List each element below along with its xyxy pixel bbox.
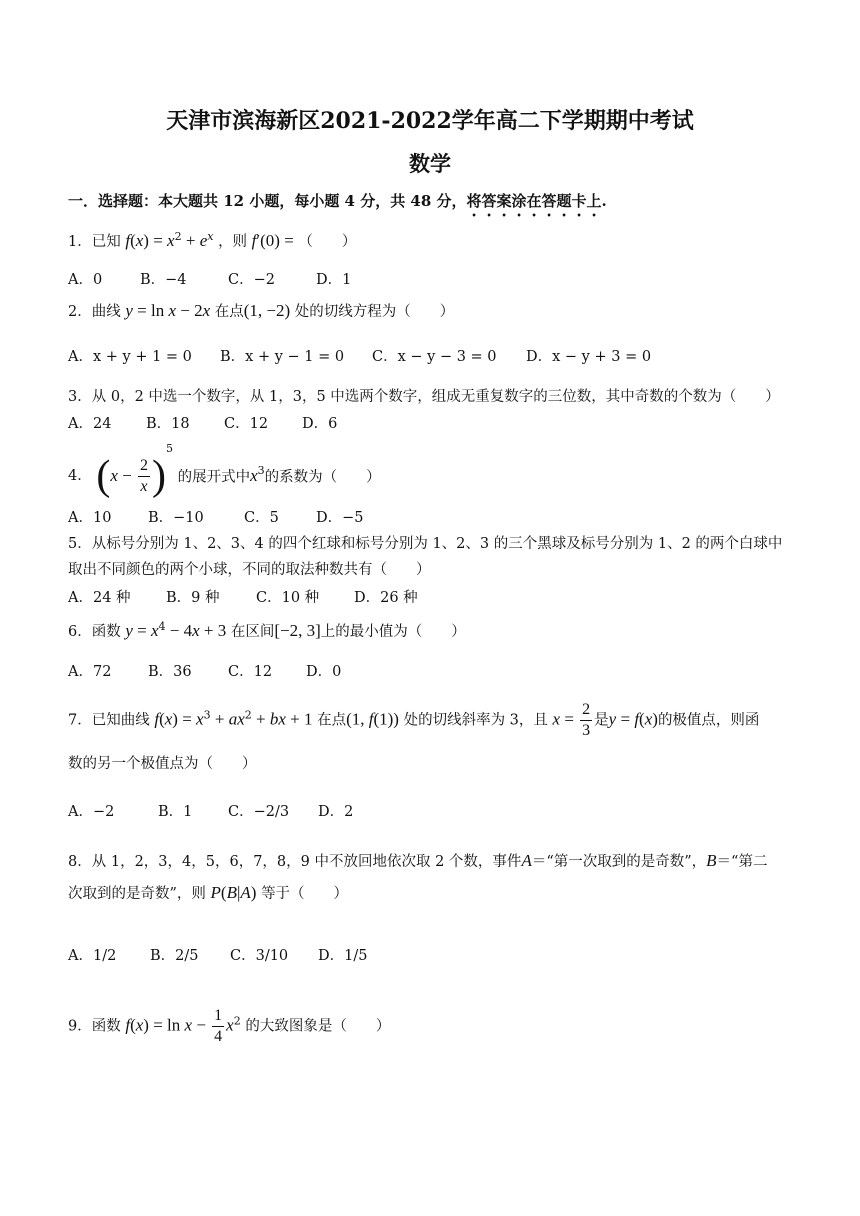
question-7-cont (68, 752, 257, 773)
option-d[interactable]: D．1/5 (318, 948, 368, 964)
option-d[interactable]: D．6 (302, 416, 338, 432)
question-text: ＝“第二 (716, 854, 768, 870)
question-text: 从标号分别为 1、2、3、4 的四个红球和标号分别为 1、2、3 的三个黑球及标号分别为 1、2 的两个白球中 (91, 536, 783, 552)
option-a[interactable]: A．72 (68, 664, 112, 680)
option-a[interactable]: A．10 (68, 510, 112, 526)
question-text: 的系数为（ ） (264, 469, 381, 486)
question-number: 9． (68, 1018, 92, 1035)
question-text: 函数 (91, 1018, 121, 1035)
question-text: ＝“第一次取到的是奇数”， (531, 854, 707, 870)
question-text: 次取到的是奇数”，则 (68, 886, 206, 902)
question-text: 在点 (317, 712, 347, 729)
option-a[interactable]: A．1/2 (68, 948, 117, 964)
option-c[interactable]: C．12 (228, 664, 273, 680)
fraction: $\frac{2}{x}$ (139, 456, 148, 495)
option-b[interactable]: B．−10 (148, 510, 204, 526)
option-d[interactable]: D．1 (316, 272, 352, 288)
question-text: 数的另一个极值点为（ ） (68, 756, 257, 772)
question-number: 5． (68, 536, 92, 552)
option-c[interactable]: C．−2 (228, 272, 275, 288)
question-number: 1． (68, 234, 92, 250)
option-b[interactable]: B．36 (148, 664, 192, 680)
question-text: 取出不同颜色的两个小球，不同的取法种数共有（ ） (68, 562, 431, 578)
question-text: 在点 (214, 304, 244, 320)
question-number: 6． (68, 624, 92, 640)
question-text: 从 1，2，3，4，5，6，7，8，9 中不放回地依次取 2 个数，事件 (91, 854, 522, 870)
question-9: 9．函数 f(x) = ln x − $\frac{1}{4}$ $x^2$ 的大致图象是（ ） (68, 1007, 391, 1045)
question-6: 6．函数 $y = x^4 - 4x + 3$ 在区间[−2, 3]上的最小值为（ ） (68, 620, 466, 640)
option-d[interactable]: D．26 种 (354, 590, 418, 606)
question-text: 处的切线斜率为 3，且 (403, 712, 548, 729)
option-c[interactable]: C．−2/3 (228, 804, 290, 820)
question-text: 上的最小值为（ ） (320, 624, 466, 640)
option-a[interactable]: A．−2 (68, 804, 115, 820)
fraction: $\frac{1}{4}$ (214, 1007, 223, 1045)
question-number: 8． (68, 854, 92, 870)
option-d[interactable]: D．x − y + 3 = 0 (526, 349, 652, 365)
question-text: 的极值点，则函 (657, 712, 760, 729)
question-text: 的展开式中 (177, 469, 251, 486)
section-heading (68, 190, 607, 220)
question-number: 3． (68, 389, 92, 405)
fraction: $\frac{2}{3}$ (582, 701, 591, 739)
question-text: 处的切线方程为（ ） (294, 304, 455, 320)
option-b[interactable]: B．9 种 (166, 590, 220, 606)
option-c[interactable]: C．10 种 (256, 590, 320, 606)
question-8: 8．从 1，2，3，4，5，6，7，8，9 中不放回地依次取 2 个数，事件A＝“第一次取到的是奇数”，B＝“第二 (68, 851, 768, 870)
option-a[interactable]: A．0 (68, 272, 103, 288)
option-b[interactable]: B．x + y − 1 = 0 (220, 349, 345, 365)
question-text: 函数 (91, 624, 121, 640)
question-text: 已知 (91, 234, 121, 250)
question-8-cont: 次取到的是奇数”，则 P(B|A) 等于（ ） (68, 883, 349, 902)
question-5-cont (68, 558, 431, 579)
option-c[interactable]: C．3/10 (230, 948, 289, 964)
option-b[interactable]: B．18 (146, 416, 190, 432)
option-c[interactable]: C．x − y − 3 = 0 (372, 349, 497, 365)
option-d[interactable]: D．2 (318, 804, 354, 820)
question-number: 2． (68, 304, 92, 320)
question-text: （ ） (298, 234, 357, 250)
question-text: 从 0，2 中选一个数字，从 1，3，5 中选两个数字，组成无重复数字的三位数，其中奇数的个数为（ ） (91, 389, 780, 405)
formula: f (125, 231, 131, 250)
option-a[interactable]: A．24 种 (68, 590, 131, 606)
question-text: 在区间 (230, 624, 275, 640)
exam-title: 天津市滨海新区2021-2022学年高二下学期期中考试 (166, 108, 694, 134)
question-4: 4． (x − $\frac{2}{x}$ )$^5$ 的展开式中$x^3$的系数为（ ） (68, 442, 381, 499)
option-b[interactable]: B．2/5 (150, 948, 199, 964)
question-text: 等于（ ） (261, 886, 349, 902)
section-heading-period: . (601, 192, 607, 210)
question-7: 7．已知曲线 $f(x) = x^3 + ax^2$ + bx + 1 在点(1, f(1)) 处的切线斜率为 3，且 x = $\frac{2}{3}$ 是y = f(x)的极值点，则函 (68, 701, 760, 739)
question-text: ，则 (218, 234, 248, 250)
question-5 (68, 532, 782, 553)
option-a[interactable]: A．24 (68, 416, 112, 432)
question-1: 1．已知 $f(x) = x^2 + e^x$ ，则 f′(0) = （ ） (68, 230, 357, 250)
option-a[interactable]: A．x + y + 1 = 0 (68, 349, 192, 365)
question-text: 已知曲线 (91, 712, 150, 729)
option-c[interactable]: C．12 (224, 416, 269, 432)
question-2: 2．曲线 y = ln x − 2x 在点(1, −2) 处的切线方程为（ ） (68, 301, 455, 320)
question-number: 4． (68, 468, 92, 484)
option-d[interactable]: D．−5 (316, 510, 364, 526)
section-heading-text: 一．选择题：本大题共 12 小题，每小题 4 分，共 48 分， (68, 192, 467, 210)
option-d[interactable]: D．0 (306, 664, 342, 680)
question-text: 曲线 (91, 304, 121, 320)
question-text: 的大致图象是（ ） (245, 1018, 391, 1035)
option-b[interactable]: B．1 (158, 804, 193, 820)
exam-subject: 数学 (409, 151, 451, 176)
question-3 (68, 385, 780, 406)
question-text: 是 (594, 712, 609, 729)
option-b[interactable]: B．−4 (140, 272, 187, 288)
question-number: 7． (68, 712, 92, 729)
option-c[interactable]: C．5 (244, 510, 279, 526)
section-heading-emphasis: 将答案涂在答题卡上 (466, 192, 602, 210)
